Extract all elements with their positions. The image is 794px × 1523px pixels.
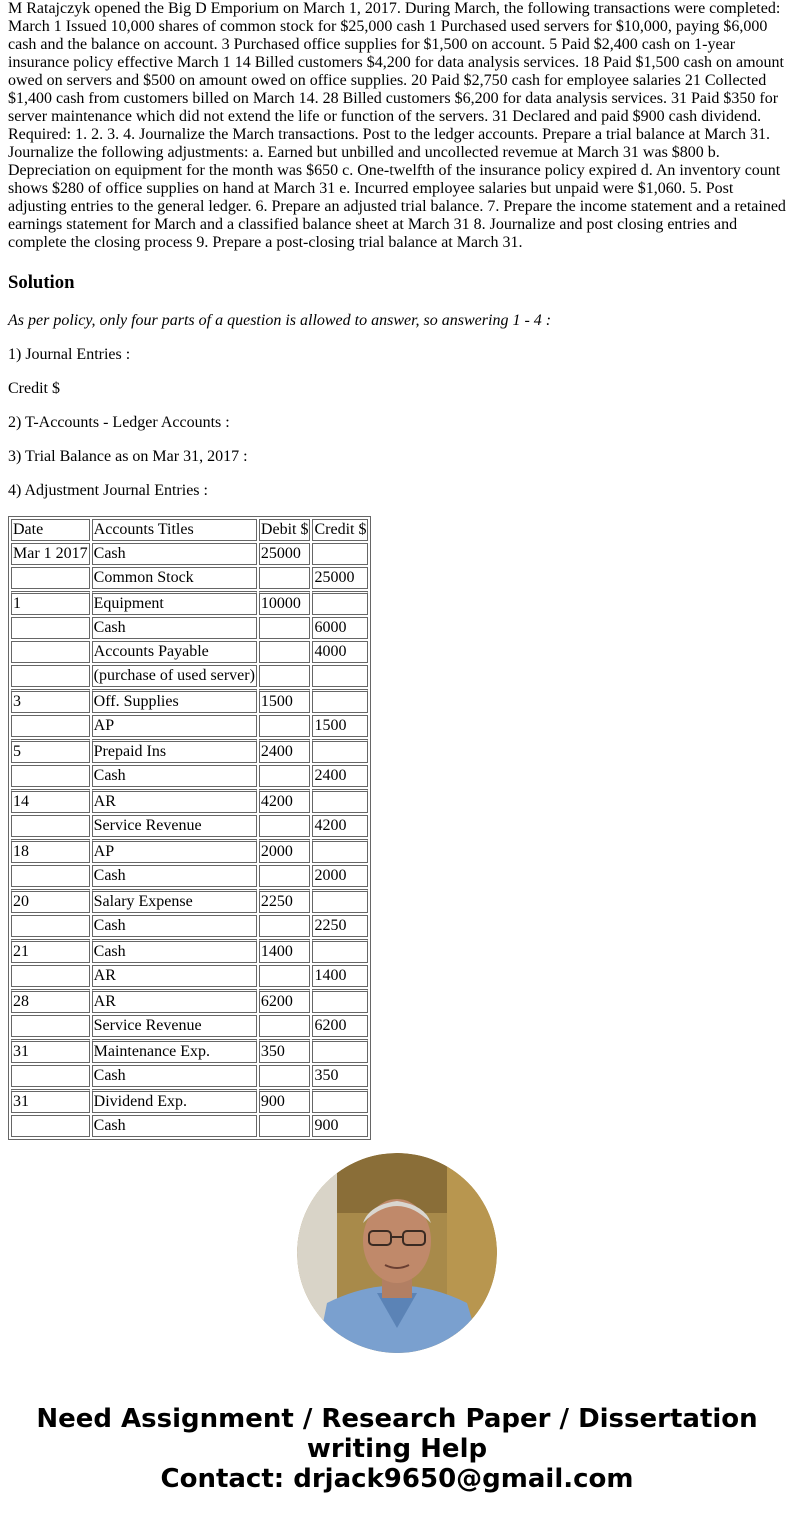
table-row <box>11 1039 368 1063</box>
cell-debit <box>259 715 311 737</box>
cell-credit <box>312 789 368 813</box>
cell-date <box>11 617 90 639</box>
contact-banner <box>0 1404 794 1494</box>
table-row <box>11 715 368 737</box>
cell-account: Cash <box>92 1065 257 1087</box>
cell-debit <box>259 965 311 987</box>
cell-date: 5 <box>11 739 90 763</box>
header-accounts-titles: Accounts Titles <box>92 519 257 541</box>
table-row <box>11 543 368 565</box>
cell-account: Cash <box>92 865 257 887</box>
policy-note: As per policy, only four parts of a question is allowed to answer, so answering 1 - 4 : <box>8 312 552 329</box>
cell-account: Cash <box>92 1115 257 1137</box>
cell-date: 31 <box>11 1039 90 1063</box>
cell-account: Cash <box>92 543 257 565</box>
banner-line-3: Contact: drjack9650@gmail.com <box>160 1464 634 1494</box>
table-row <box>11 889 368 913</box>
cell-account: Cash <box>92 765 257 787</box>
cell-date: 18 <box>11 839 90 863</box>
cell-account: Service Revenue <box>92 1015 257 1037</box>
table-row <box>11 865 368 887</box>
cell-account: AR <box>92 989 257 1013</box>
table-row <box>11 789 368 813</box>
cell-debit <box>259 865 311 887</box>
cell-debit: 900 <box>259 1089 311 1113</box>
cell-account: Salary Expense <box>92 889 257 913</box>
table-row <box>11 839 368 863</box>
cell-account: Prepaid Ins <box>92 739 257 763</box>
cell-debit <box>259 1115 311 1137</box>
cell-account: AP <box>92 715 257 737</box>
banner-line-2: writing Help <box>306 1434 488 1464</box>
cell-account: AP <box>92 839 257 863</box>
table-row <box>11 1089 368 1113</box>
part-4-heading: 4) Adjustment Journal Entries : <box>8 482 208 499</box>
cell-credit <box>312 1089 368 1113</box>
cell-debit <box>259 641 311 663</box>
cell-debit: 2400 <box>259 739 311 763</box>
cell-date <box>11 865 90 887</box>
cell-credit <box>312 839 368 863</box>
cell-account: (purchase of used server) <box>92 665 257 687</box>
cell-date <box>11 1015 90 1037</box>
cell-credit <box>312 543 368 565</box>
cell-debit <box>259 1065 311 1087</box>
cell-date <box>11 815 90 837</box>
cell-date: 3 <box>11 689 90 713</box>
cell-date: 20 <box>11 889 90 913</box>
credit-label: Credit $ <box>8 380 60 397</box>
cell-debit <box>259 617 311 639</box>
cell-credit: 25000 <box>312 567 368 589</box>
cell-account: Cash <box>92 939 257 963</box>
cell-date: 31 <box>11 1089 90 1113</box>
part-2-heading: 2) T-Accounts - Ledger Accounts : <box>8 414 230 431</box>
header-date: Date <box>11 519 90 541</box>
cell-debit <box>259 1015 311 1037</box>
cell-date <box>11 567 90 589</box>
cell-debit: 6200 <box>259 989 311 1013</box>
part-1-heading: 1) Journal Entries : <box>8 346 131 363</box>
table-row <box>11 1115 368 1137</box>
table-row <box>11 765 368 787</box>
question-text: M Ratajczyk opened the Big D Emporium on March 1, 2017. During March, the following transactions were completed: March 1 Issued 10,000 shares of common stock for $25,000 cash 1 Purchased used servers for $10,000, paying $6,000 cash and the balance on account. 3 Purchased office supplies for $1,500 on account. 5 Paid $2,400 cash on 1-year insurance policy effective March 1 14 Billed customers $4,200 for data analysis services. 18 Paid $1,500 cash on amount owed on servers and $500 on amount owed on office supplies. 20 Paid $2,750 cash for employee salaries 21 Collected $1,400 cash from customers billed on March 14. 28 Billed customers $6,200 for data analysis services. 31 Paid $350 for server maintenance which did not extend the life or function of the servers. 31 Declared and paid $900 cash dividend. Required: 1. 2. 3. 4. Journalize the March transactions. Post to the ledger accounts. Prepare a trial balance at March 31. Journalize the following adjustments: a. Earned but unbilled and uncollected revemue at March 31 was $800 b. Depreciation on equipment for the month was $650 c. One-twelfth of the insurance policy expired d. An inventory count shows $280 of office supplies on hand at March 31 e. Incurred employee salaries but unpaid were $1,060. 5. Post adjusting entries to the general ledger. 6. Prepare an adjusted trial balance. 7. Prepare the income statement and a retained earnings statement for March and a classified balance sheet at March 31 8. Journalize and post closing entries and complete the closing process 9. Prepare a post-closing trial balance at March 31. <box>8 0 786 251</box>
cell-credit <box>312 939 368 963</box>
cell-account: AR <box>92 789 257 813</box>
cell-account: Service Revenue <box>92 815 257 837</box>
cell-date <box>11 665 90 687</box>
cell-credit <box>312 591 368 615</box>
solution-heading: Solution <box>8 272 75 293</box>
cell-credit: 4200 <box>312 815 368 837</box>
table-row <box>11 739 368 763</box>
cell-date <box>11 765 90 787</box>
cell-date: 28 <box>11 989 90 1013</box>
cell-credit <box>312 1039 368 1063</box>
table-row <box>11 689 368 713</box>
table-row <box>11 617 368 639</box>
table-row <box>11 965 368 987</box>
cell-credit: 1400 <box>312 965 368 987</box>
cell-credit <box>312 989 368 1013</box>
cell-account: AR <box>92 965 257 987</box>
table-row <box>11 915 368 937</box>
table-header-row <box>11 519 368 541</box>
author-portrait-icon <box>297 1153 497 1353</box>
cell-date <box>11 1115 90 1137</box>
table-row <box>11 989 368 1013</box>
table-row <box>11 815 368 837</box>
cell-debit: 10000 <box>259 591 311 615</box>
header-credit: Credit $ <box>312 519 368 541</box>
cell-date <box>11 1065 90 1087</box>
cell-date: Mar 1 2017 <box>11 543 90 565</box>
table-row <box>11 641 368 663</box>
cell-credit <box>312 739 368 763</box>
cell-debit <box>259 915 311 937</box>
header-debit: Debit $ <box>259 519 311 541</box>
cell-debit <box>259 815 311 837</box>
part-3-heading: 3) Trial Balance as on Mar 31, 2017 : <box>8 448 248 465</box>
cell-account: Off. Supplies <box>92 689 257 713</box>
cell-credit: 2000 <box>312 865 368 887</box>
cell-credit: 1500 <box>312 715 368 737</box>
banner-line-1: Need Assignment / Research Paper / Dissertation <box>36 1404 758 1434</box>
cell-credit: 2400 <box>312 765 368 787</box>
table-row <box>11 1065 368 1087</box>
cell-debit: 4200 <box>259 789 311 813</box>
cell-debit: 2250 <box>259 889 311 913</box>
cell-credit: 900 <box>312 1115 368 1137</box>
cell-debit: 350 <box>259 1039 311 1063</box>
cell-debit <box>259 765 311 787</box>
cell-debit: 1500 <box>259 689 311 713</box>
journal-body <box>11 543 368 1137</box>
cell-credit <box>312 665 368 687</box>
cell-account: Cash <box>92 617 257 639</box>
cell-debit: 2000 <box>259 839 311 863</box>
cell-debit <box>259 567 311 589</box>
cell-date: 14 <box>11 789 90 813</box>
cell-credit: 350 <box>312 1065 368 1087</box>
cell-account: Cash <box>92 915 257 937</box>
cell-debit <box>259 665 311 687</box>
cell-credit: 2250 <box>312 915 368 937</box>
cell-date: 21 <box>11 939 90 963</box>
cell-date <box>11 915 90 937</box>
cell-account: Dividend Exp. <box>92 1089 257 1113</box>
cell-credit: 6000 <box>312 617 368 639</box>
cell-credit: 6200 <box>312 1015 368 1037</box>
cell-date <box>11 641 90 663</box>
cell-credit: 4000 <box>312 641 368 663</box>
cell-date <box>11 715 90 737</box>
table-row <box>11 665 368 687</box>
cell-debit: 1400 <box>259 939 311 963</box>
cell-account: Accounts Payable <box>92 641 257 663</box>
table-row <box>11 591 368 615</box>
journal-entries-table <box>8 516 371 1140</box>
cell-account: Maintenance Exp. <box>92 1039 257 1063</box>
table-row <box>11 1015 368 1037</box>
cell-date <box>11 965 90 987</box>
cell-debit: 25000 <box>259 543 311 565</box>
cell-credit <box>312 689 368 713</box>
cell-credit <box>312 889 368 913</box>
table-row <box>11 939 368 963</box>
cell-date: 1 <box>11 591 90 615</box>
cell-account: Common Stock <box>92 567 257 589</box>
table-row <box>11 567 368 589</box>
cell-account: Equipment <box>92 591 257 615</box>
author-avatar <box>297 1153 497 1353</box>
